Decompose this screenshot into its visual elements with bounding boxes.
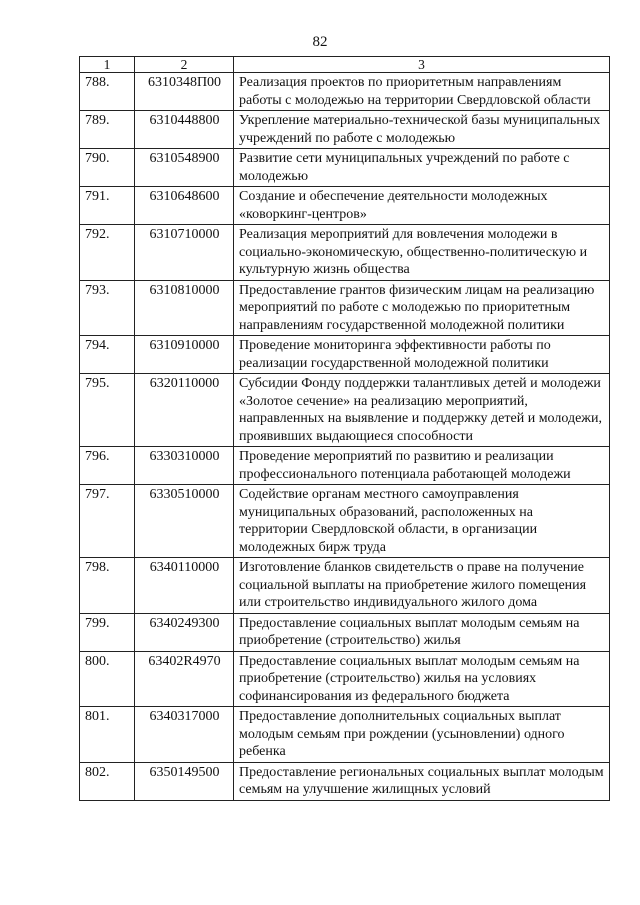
row-number: 794. (80, 336, 135, 374)
row-description: Предоставление грантов физическим лицам на реализацию мероприятий по работе с молодежью по приоритетным направлениям государственной молодежной политики (234, 280, 610, 336)
row-number: 791. (80, 187, 135, 225)
row-number: 789. (80, 111, 135, 149)
row-code: 6310648600 (135, 187, 234, 225)
row-description: Содействие органам местного самоуправления муниципальных образований, расположенных на территории Свердловской области, в организации молодежных бирж труда (234, 485, 610, 558)
table-row (80, 225, 610, 281)
row-description: Укрепление материально-технической базы муниципальных учреждений по работе с молодежью (234, 111, 610, 149)
row-code: 6340249300 (135, 613, 234, 651)
table-row (80, 613, 610, 651)
row-description: Предоставление социальных выплат молодым семьям на приобретение (строительство) жилья на условиях софинансирования из федерального бюджета (234, 651, 610, 707)
row-code: 6340317000 (135, 707, 234, 763)
column-header-code: 2 (135, 57, 234, 73)
row-number: 799. (80, 613, 135, 651)
budget-code-table (79, 56, 610, 801)
row-code: 6310910000 (135, 336, 234, 374)
table-row (80, 111, 610, 149)
row-number: 796. (80, 447, 135, 485)
row-code: 6340110000 (135, 558, 234, 614)
row-number: 790. (80, 149, 135, 187)
row-description: Реализация мероприятий для вовлечения молодежи в социально-экономическую, общественно-политическую и культурную жизнь общества (234, 225, 610, 281)
column-header-number: 1 (80, 57, 135, 73)
column-header-description: 3 (234, 57, 610, 73)
row-number: 801. (80, 707, 135, 763)
row-description: Изготовление бланков свидетельств о праве на получение социальной выплаты на приобретение жилого помещения или строительство индивидуального жилого дома (234, 558, 610, 614)
row-code: 6310710000 (135, 225, 234, 281)
table-row (80, 187, 610, 225)
row-code: 6310810000 (135, 280, 234, 336)
table-row (80, 707, 610, 763)
row-number: 788. (80, 73, 135, 111)
row-code: 6330310000 (135, 447, 234, 485)
row-number: 802. (80, 762, 135, 800)
row-description: Субсидии Фонду поддержки талантливых детей и молодежи «Золотое сечение» на реализацию мероприятий, направленных на выявление и поддержку детей и молодежи, проявивших выдающиеся способности (234, 374, 610, 447)
row-description: Предоставление социальных выплат молодым семьям на приобретение (строительство) жилья (234, 613, 610, 651)
table-row (80, 762, 610, 800)
table-row (80, 651, 610, 707)
row-description: Предоставление региональных социальных выплат молодым семьям на улучшение жилищных условий (234, 762, 610, 800)
row-code: 6310548900 (135, 149, 234, 187)
row-number: 798. (80, 558, 135, 614)
row-code: 6320110000 (135, 374, 234, 447)
table-row (80, 280, 610, 336)
row-description: Проведение мероприятий по развитию и реализации профессионального потенциала работающей молодежи (234, 447, 610, 485)
row-description: Создание и обеспечение деятельности молодежных «коворкинг-центров» (234, 187, 610, 225)
page-number: 82 (312, 34, 328, 50)
row-number: 800. (80, 651, 135, 707)
row-number: 792. (80, 225, 135, 281)
row-number: 795. (80, 374, 135, 447)
table-row (80, 336, 610, 374)
table-row (80, 149, 610, 187)
row-description: Развитие сети муниципальных учреждений по работе с молодежью (234, 149, 610, 187)
row-code: 6310448800 (135, 111, 234, 149)
row-number: 797. (80, 485, 135, 558)
row-code: 6310348П00 (135, 73, 234, 111)
table-row (80, 447, 610, 485)
table-row (80, 374, 610, 447)
table-row (80, 485, 610, 558)
row-description: Проведение мониторинга эффективности работы по реализации государственной молодежной политики (234, 336, 610, 374)
table-header-row (80, 57, 610, 73)
row-description: Предоставление дополнительных социальных выплат молодым семьям при рождении (усыновлении) одного ребенка (234, 707, 610, 763)
row-code: 6350149500 (135, 762, 234, 800)
row-code: 63402R4970 (135, 651, 234, 707)
row-description: Реализация проектов по приоритетным направлениям работы с молодежью на территории Свердловской области (234, 73, 610, 111)
row-code: 6330510000 (135, 485, 234, 558)
row-number: 793. (80, 280, 135, 336)
table-row (80, 73, 610, 111)
table-row (80, 558, 610, 614)
